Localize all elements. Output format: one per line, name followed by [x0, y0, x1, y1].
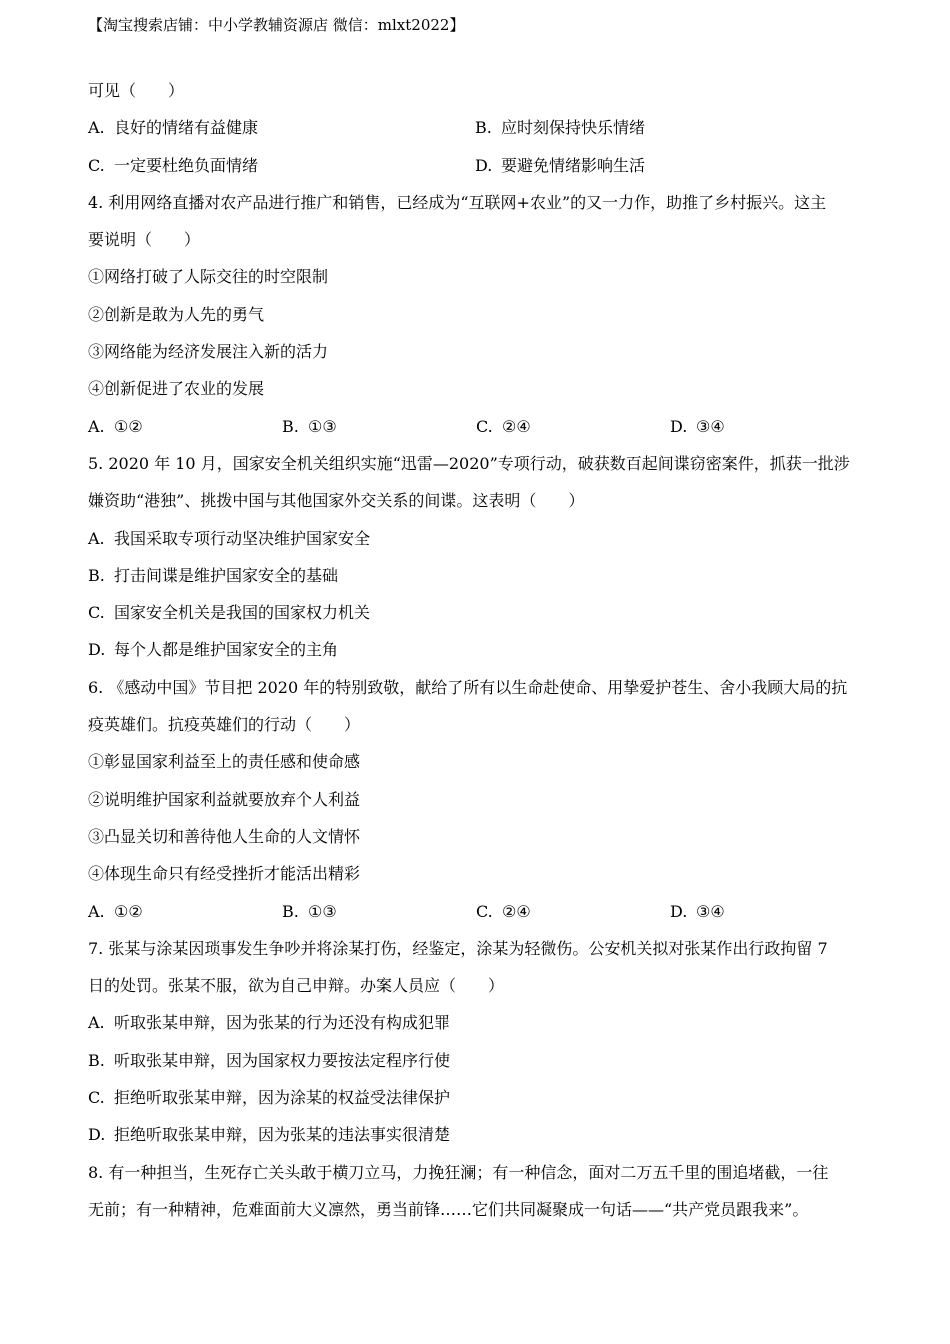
q3-option-d: D. 要避免情绪影响生活	[475, 155, 646, 175]
q7-option-d: D. 拒绝听取张某申辩，因为张某的违法事实很清楚	[88, 1125, 451, 1145]
q6-option-b: B. ①③	[282, 901, 337, 921]
q6-stem-line-2: 疫英雄们。抗疫英雄们的行动（ ）	[88, 715, 361, 735]
q4-option-b: B. ①③	[282, 416, 337, 436]
q6-options-row	[88, 899, 868, 936]
q4-item-4: ④创新促进了农业的发展	[88, 379, 265, 399]
q6-option-d: D. ③④	[670, 901, 725, 921]
q7-stem-line-2: 日的处罚。张某不服，欲为自己申辩。办案人员应（ ）	[88, 976, 505, 996]
q4-stem-line-1: 4. 利用网络直播对农产品进行推广和销售，已经成为“互联网+农业”的又一力作，助推了乡村振兴。这主	[88, 192, 827, 212]
q4-stem-line-2: 要说明（ ）	[88, 230, 201, 250]
q6-item-2: ②说明维护国家利益就要放弃个人利益	[88, 789, 361, 809]
q7-option-a: A. 听取张某申辩，因为张某的行为还没有构成犯罪	[88, 1013, 451, 1033]
q6-item-1: ①彰显国家利益至上的责任感和使命感	[88, 752, 361, 772]
q3-options-row-1	[88, 115, 868, 152]
q3-option-a: A. 良好的情绪有益健康	[88, 118, 259, 138]
q4-options-row	[88, 414, 868, 451]
q7-stem-line-1: 7. 张某与涂某因琐事发生争吵并将涂某打伤，经鉴定，涂某为轻微伤。公安机关拟对张某作出行政拘留 7	[88, 938, 828, 958]
q4-item-1: ①网络打破了人际交往的时空限制	[88, 267, 329, 287]
q5-option-a: A. 我国采取专项行动坚决维护国家安全	[88, 528, 371, 548]
q3-options-row-2	[88, 153, 868, 190]
q5-stem-line-1: 5. 2020 年 10 月，国家安全机关组织实施“迅雷—2020”专项行动，破获数百起间谍窃密案件，抓获一批涉	[88, 453, 850, 473]
q4-option-d: D. ③④	[670, 416, 725, 436]
shop-header: 【淘宝搜索店铺：中小学教辅资源店 微信：mlxt2022】	[88, 16, 465, 34]
q3-option-b: B. 应时刻保持快乐情绪	[475, 118, 646, 138]
q6-item-4: ④体现生命只有经受挫折才能活出精彩	[88, 864, 361, 884]
q5-stem-line-2: 嫌资助“港独”、挑拨中国与其他国家外交关系的间谍。这表明（ ）	[88, 491, 585, 511]
exam-page	[88, 78, 868, 1234]
q4-item-3: ③网络能为经济发展注入新的活力	[88, 342, 329, 362]
q5-option-d: D. 每个人都是维护国家安全的主角	[88, 640, 339, 660]
q4-item-2: ②创新是敢为人先的勇气	[88, 304, 265, 324]
q8-stem-line-1: 8. 有一种担当，生死存亡关头敢于横刀立马，力挽狂澜；有一种信念，面对二万五千里的围追堵截，一往	[88, 1162, 829, 1182]
q3-option-c: C. 一定要杜绝负面情绪	[88, 155, 259, 175]
q4-option-c: C. ②④	[476, 416, 531, 436]
q6-stem-line-1: 6. 《感动中国》节目把 2020 年的特别致敬，献给了所有以生命赴使命、用挚爱护苍生、舍小我顾大局的抗	[88, 677, 848, 697]
q6-option-c: C. ②④	[476, 901, 531, 921]
q5-option-c: C. 国家安全机关是我国的国家权力机关	[88, 603, 371, 623]
q8-stem-line-2: 无前；有一种精神，危难面前大义凛然，勇当前锋……它们共同凝聚成一句话——“共产党员跟我来”。	[88, 1199, 809, 1219]
q4-option-a: A. ①②	[88, 416, 143, 436]
q6-item-3: ③凸显关切和善待他人生命的人文情怀	[88, 826, 361, 846]
q5-option-b: B. 打击间谍是维护国家安全的基础	[88, 565, 339, 585]
q7-option-b: B. 听取张某申辩，因为国家权力要按法定程序行使	[88, 1050, 451, 1070]
q6-option-a: A. ①②	[88, 901, 143, 921]
q7-option-c: C. 拒绝听取张某申辩，因为涂某的权益受法律保护	[88, 1088, 451, 1108]
q3-stem-tail: 可见（ ）	[88, 81, 185, 100]
